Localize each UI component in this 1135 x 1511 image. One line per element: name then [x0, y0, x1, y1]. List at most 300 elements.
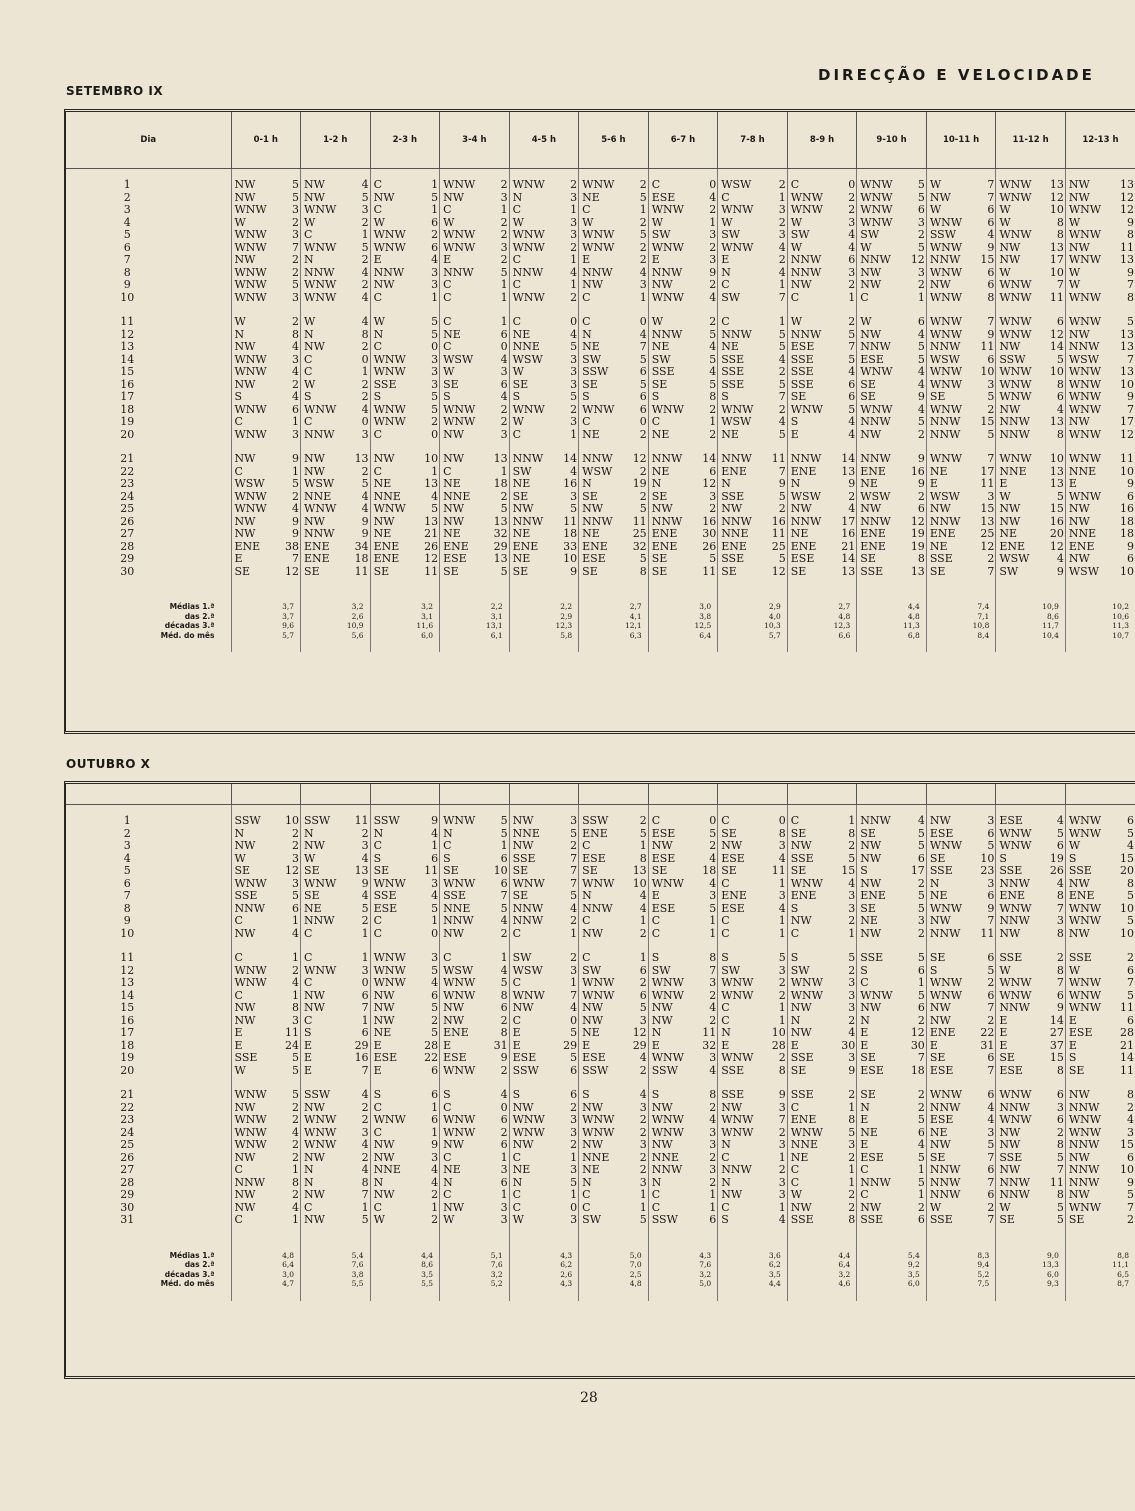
observation-cell — [440, 279, 510, 292]
wind-speed: 2 — [292, 1139, 300, 1151]
wind-direction: WNW — [443, 179, 476, 191]
observation-cell — [926, 1202, 996, 1215]
wind-speed: 6 — [987, 1052, 995, 1064]
table-row — [66, 217, 1135, 230]
wind-direction: E — [304, 1052, 313, 1064]
mean-value: 8,6 — [996, 612, 1066, 622]
wind-speed: 5 — [987, 840, 995, 852]
wind-speed: 6 — [570, 1064, 578, 1077]
observation-cell — [718, 1040, 788, 1053]
wind-direction: C — [373, 927, 382, 940]
spacer-cell — [370, 940, 440, 952]
wind-direction: NNW — [1068, 1101, 1100, 1114]
wind-speed: 4 — [361, 1164, 369, 1176]
wind-direction: ESE — [929, 827, 954, 840]
observation-cell — [718, 516, 788, 529]
wind-direction: SW — [999, 565, 1019, 578]
wind-direction: NNW — [304, 428, 335, 441]
observation-cell — [648, 354, 718, 367]
spacer-cell — [370, 640, 440, 652]
wind-direction: C — [860, 291, 869, 304]
wind-speed: 18 — [354, 553, 369, 565]
wind-speed: 3 — [570, 964, 578, 977]
observation-cell — [370, 977, 440, 990]
observation-cell — [579, 865, 649, 878]
observation-cell — [509, 840, 579, 853]
wind-speed: 4 — [292, 977, 300, 989]
wind-direction: NW — [234, 254, 256, 266]
observation-cell — [440, 977, 510, 990]
spacer-cell — [370, 578, 440, 590]
mean-value: 10,3 — [718, 621, 788, 631]
wind-direction: W — [304, 378, 316, 391]
wind-speed: 4 — [431, 977, 439, 989]
observation-cell — [301, 279, 371, 292]
wind-speed: 2 — [848, 1189, 856, 1201]
day-number: 23 — [120, 478, 135, 490]
observation-cell — [579, 952, 649, 965]
wind-speed: 1 — [570, 279, 578, 291]
mean-value: 12,3 — [787, 621, 857, 631]
observation-cell — [996, 341, 1066, 354]
wind-direction: W — [304, 216, 316, 229]
spacer-cell — [1065, 940, 1135, 952]
wind-direction: WNW — [373, 366, 406, 378]
observation-cell — [926, 903, 996, 916]
wind-speed: 2 — [1127, 952, 1134, 964]
wind-direction: SSE — [929, 865, 953, 877]
wind-direction: S — [373, 391, 382, 403]
observation-cell — [579, 354, 649, 367]
observation-cell — [996, 503, 1066, 516]
wind-speed: 13 — [354, 453, 369, 465]
means-row — [66, 612, 1135, 622]
observation-cell — [231, 204, 301, 217]
wind-speed: 8 — [1127, 291, 1134, 304]
observation-cell — [370, 491, 440, 504]
observation-cell — [579, 1065, 649, 1078]
wind-direction: C — [373, 1101, 382, 1114]
wind-speed: 5 — [987, 391, 995, 403]
observation-cell — [926, 1027, 996, 1040]
spacer-cell — [1065, 441, 1135, 453]
wind-speed: 5 — [917, 191, 925, 204]
wind-speed: 26 — [424, 540, 439, 553]
observation-cell — [1065, 279, 1135, 292]
wind-direction: WNW — [860, 366, 893, 378]
mean-value: 3,0 — [231, 1270, 301, 1280]
mean-value: 3,7 — [231, 602, 301, 612]
wind-direction: C — [443, 1151, 452, 1164]
wind-speed: 5 — [500, 565, 508, 578]
wind-speed: 23 — [980, 865, 995, 877]
wind-speed: 1 — [570, 428, 578, 441]
wind-speed: 16 — [910, 465, 925, 478]
observation-cell — [857, 1002, 927, 1015]
wind-speed: 4 — [431, 490, 439, 503]
wind-speed: 15 — [1049, 503, 1064, 515]
observation-cell — [440, 329, 510, 342]
observation-cell — [857, 1164, 927, 1177]
wind-direction: WNW — [234, 1139, 267, 1151]
wind-direction: NW — [304, 465, 325, 478]
observation-cell — [301, 179, 371, 192]
observation-cell — [926, 516, 996, 529]
spacer-cell — [231, 1077, 301, 1089]
wind-speed: 13 — [424, 515, 439, 528]
observation-cell — [996, 878, 1066, 891]
wind-direction: N — [443, 1176, 453, 1189]
wind-direction: NNW — [860, 254, 891, 266]
wind-speed: 4 — [361, 403, 369, 416]
spacer-cell — [579, 1077, 649, 1089]
wind-direction: WNW — [443, 1114, 476, 1126]
wind-direction: SSE — [860, 565, 884, 578]
mean-value: 3,5 — [370, 1270, 440, 1280]
wind-speed: 38 — [285, 540, 300, 553]
observation-cell — [857, 952, 927, 965]
wind-direction: WNW — [860, 191, 893, 204]
wind-speed: 2 — [361, 341, 369, 353]
day-number: 30 — [120, 1201, 135, 1214]
spacer-row — [66, 640, 1135, 652]
wind-direction: NW — [1068, 1189, 1090, 1201]
wind-direction: E — [234, 1039, 243, 1052]
wind-direction: C — [373, 428, 382, 441]
observation-cell — [857, 541, 927, 554]
observation-cell — [301, 1052, 371, 1065]
wind-speed: 1 — [570, 1151, 578, 1164]
wind-speed: 17 — [910, 865, 925, 877]
wind-direction: S — [582, 1089, 590, 1101]
wind-speed: 5 — [292, 279, 300, 291]
observation-cell — [301, 566, 371, 579]
wind-speed: 6 — [1127, 1014, 1134, 1027]
wind-speed: 3 — [570, 229, 578, 241]
observation-cell — [926, 1164, 996, 1177]
wind-direction: NW — [234, 1189, 256, 1201]
wind-direction: C — [582, 915, 591, 927]
observation-cell — [787, 1127, 857, 1140]
wind-direction: SW — [582, 353, 601, 366]
wind-direction: WNW — [443, 989, 476, 1002]
observation-cell — [857, 553, 927, 566]
wind-direction: NW — [373, 191, 395, 204]
wind-speed: 5 — [778, 428, 786, 441]
observation-cell — [996, 1127, 1066, 1140]
observation-cell — [231, 828, 301, 841]
observation-cell — [787, 1152, 857, 1165]
observation-cell — [579, 1102, 649, 1115]
wind-speed: 7 — [987, 1214, 995, 1226]
wind-speed: 3 — [848, 216, 856, 229]
wind-speed: 7 — [292, 553, 300, 565]
wind-speed: 3 — [361, 204, 369, 216]
wind-speed: 29 — [354, 1039, 369, 1052]
wind-speed: 18 — [1120, 515, 1134, 528]
means-label: Méd. do mês — [160, 630, 215, 640]
spacer-cell — [579, 1289, 649, 1301]
spacer-cell — [787, 441, 857, 453]
wind-direction: WNW — [790, 989, 823, 1002]
observation-cell — [301, 878, 371, 891]
wind-direction: S — [721, 391, 729, 403]
wind-speed: 4 — [431, 1164, 439, 1176]
observation-cell — [648, 279, 718, 292]
observation-cell — [787, 928, 857, 941]
wind-speed: 4 — [361, 503, 369, 515]
observation-cell — [579, 928, 649, 941]
observation-cell — [440, 952, 510, 965]
wind-speed: 13 — [1049, 465, 1064, 478]
observation-cell — [787, 853, 857, 866]
observation-cell — [301, 541, 371, 554]
observation-cell — [648, 977, 718, 990]
wind-speed: 17 — [841, 515, 856, 528]
observation-cell — [857, 1065, 927, 1078]
wind-direction: NW — [443, 503, 465, 515]
observation-cell — [648, 541, 718, 554]
wind-speed: 3 — [709, 1139, 717, 1151]
wind-direction: N — [234, 827, 245, 840]
wind-direction: N — [582, 328, 592, 341]
spacer-cell — [579, 640, 649, 652]
wind-direction: C — [721, 1151, 730, 1164]
observation-cell — [648, 1015, 718, 1028]
wind-speed: 31 — [493, 1039, 508, 1052]
wind-direction: NE — [721, 341, 739, 353]
observation-cell — [996, 192, 1066, 205]
wind-speed: 5 — [917, 179, 925, 191]
wind-speed: 4 — [709, 1114, 717, 1126]
observation-cell — [926, 503, 996, 516]
observation-cell — [301, 828, 371, 841]
wind-direction: WNW — [304, 1139, 337, 1151]
wind-speed: 5 — [848, 852, 856, 865]
wind-speed: 3 — [570, 490, 578, 503]
wind-direction: NW — [373, 1151, 395, 1164]
observation-cell — [648, 878, 718, 891]
wind-speed: 2 — [292, 1151, 300, 1164]
wind-speed: 8 — [709, 1089, 717, 1101]
wind-speed: 5 — [1056, 1201, 1064, 1214]
observation-cell — [370, 878, 440, 891]
wind-direction: C — [721, 279, 730, 291]
wind-speed: 4 — [431, 827, 439, 840]
wind-direction: NE — [929, 540, 948, 553]
observation-cell — [579, 316, 649, 329]
mean-value: 4,1 — [579, 612, 649, 622]
wind-speed: 2 — [500, 254, 508, 266]
wind-direction: NNE — [443, 902, 471, 915]
observation-cell — [996, 865, 1066, 878]
wind-speed: 1 — [500, 1151, 508, 1164]
spacer-cell — [66, 805, 231, 816]
observation-cell — [648, 192, 718, 205]
wind-speed: 4 — [500, 353, 508, 366]
wind-speed: 1 — [709, 915, 717, 927]
wind-speed: 19 — [632, 478, 647, 490]
wind-speed: 10 — [1049, 453, 1064, 465]
wind-speed: 1 — [778, 191, 786, 204]
wind-speed: 1 — [917, 291, 925, 304]
wind-direction: SSE — [790, 1089, 814, 1101]
observation-cell — [926, 1102, 996, 1115]
wind-direction: S — [790, 902, 799, 915]
day-number: 28 — [120, 540, 135, 553]
table-row — [66, 965, 1135, 978]
wind-direction: SE — [721, 827, 737, 840]
wind-direction: NW — [929, 1014, 951, 1027]
observation-cell — [926, 366, 996, 379]
wind-direction: WNW — [443, 1064, 476, 1077]
spacer-cell — [440, 590, 510, 602]
wind-direction: NNW — [1068, 341, 1100, 353]
observation-cell — [857, 1189, 927, 1202]
page-number: 28 — [580, 1390, 598, 1406]
observation-cell — [1065, 416, 1135, 429]
table-row — [66, 541, 1135, 554]
wind-speed: 4 — [709, 366, 717, 378]
observation-cell — [996, 1027, 1066, 1040]
observation-cell — [857, 1114, 927, 1127]
wind-speed: 6 — [292, 902, 300, 915]
wind-direction: NW — [234, 840, 256, 852]
mean-value: 6,0 — [370, 631, 440, 641]
wind-speed: 5 — [570, 341, 578, 353]
observation-cell — [509, 1040, 579, 1053]
wind-direction: C — [860, 1189, 869, 1201]
wind-direction: S — [443, 1089, 451, 1101]
wind-speed: 4 — [917, 815, 925, 827]
wind-direction: SE — [512, 865, 529, 877]
wind-speed: 5 — [639, 503, 647, 515]
wind-speed: 3 — [431, 366, 439, 378]
observation-cell — [231, 466, 301, 479]
wind-speed: 8 — [1056, 216, 1064, 229]
table-row — [66, 1015, 1135, 1028]
spacer-cell — [787, 578, 857, 590]
wind-speed: 5 — [848, 403, 856, 416]
wind-direction: NW — [790, 1027, 812, 1039]
observation-cell — [509, 466, 579, 479]
wind-direction: C — [304, 1201, 313, 1214]
wind-direction: ENE — [373, 540, 400, 553]
wind-speed: 2 — [639, 977, 647, 989]
wind-speed: 6 — [1127, 815, 1134, 827]
spacer-cell — [509, 940, 579, 952]
observation-cell — [718, 466, 788, 479]
observation-cell — [787, 1052, 857, 1065]
spacer-cell — [231, 640, 301, 652]
wind-speed: 3 — [639, 1101, 647, 1114]
day-number: 3 — [123, 840, 131, 852]
wind-direction: NNW — [999, 877, 1030, 890]
observation-cell — [648, 316, 718, 329]
observation-cell — [996, 915, 1066, 928]
wind-direction: WNW — [721, 977, 754, 989]
wind-speed: 9 — [361, 515, 369, 528]
observation-cell — [509, 890, 579, 903]
table-row — [66, 503, 1135, 516]
wind-direction: N — [304, 254, 314, 266]
spacer-cell — [66, 304, 231, 316]
table-row — [66, 341, 1135, 354]
wind-speed: 8 — [1056, 1189, 1064, 1201]
wind-speed: 4 — [709, 341, 717, 353]
wind-speed: 8 — [292, 1002, 300, 1014]
observation-cell — [440, 915, 510, 928]
wind-speed: 4 — [778, 241, 786, 254]
observation-cell — [231, 416, 301, 429]
spacer-cell — [996, 169, 1066, 180]
wind-direction: SSE — [790, 366, 814, 378]
means-row — [66, 1251, 1135, 1261]
observation-cell — [718, 1189, 788, 1202]
observation-cell — [926, 928, 996, 941]
wind-direction: SSE — [721, 366, 745, 378]
wind-direction: SW — [651, 353, 671, 366]
wind-speed: 10 — [1120, 1164, 1134, 1176]
table-row — [66, 366, 1135, 379]
observation-cell — [926, 242, 996, 255]
wind-direction: W — [443, 1214, 455, 1226]
wind-speed: 13 — [354, 865, 369, 877]
observation-cell — [787, 341, 857, 354]
header-row — [66, 112, 1135, 169]
observation-cell — [231, 815, 301, 828]
spacer-cell — [301, 1289, 371, 1301]
observation-cell — [1065, 292, 1135, 305]
observation-cell — [787, 329, 857, 342]
observation-cell — [509, 404, 579, 417]
wind-direction: NNW — [929, 1189, 961, 1201]
wind-speed: 13 — [493, 453, 508, 465]
spacer-cell — [440, 1227, 510, 1239]
wind-direction: E — [512, 1039, 521, 1052]
wind-speed: 1 — [431, 1126, 439, 1139]
spacer-cell — [926, 169, 996, 180]
observation-cell — [370, 516, 440, 529]
observation-cell — [718, 491, 788, 504]
observation-cell — [718, 292, 788, 305]
observation-cell — [718, 478, 788, 491]
wind-direction: WNW — [999, 378, 1032, 391]
observation-cell — [718, 1152, 788, 1165]
observation-cell — [370, 478, 440, 491]
wind-speed: 2 — [1056, 1126, 1064, 1139]
wind-direction: NNW — [860, 416, 891, 428]
wind-direction: E — [443, 1039, 452, 1052]
wind-speed: 5 — [431, 316, 439, 328]
wind-speed: 12 — [702, 478, 717, 490]
wind-direction: WSW — [512, 964, 543, 977]
observation-cell — [579, 840, 649, 853]
wind-direction: SSE — [512, 852, 536, 865]
wind-direction: NNW — [860, 453, 891, 465]
spacer-row — [66, 805, 1135, 816]
wind-speed: 14 — [841, 453, 856, 465]
table-body — [66, 805, 1135, 1301]
spacer-cell — [509, 1077, 579, 1089]
spacer-cell — [301, 304, 371, 316]
wind-direction: WNW — [929, 328, 963, 341]
table-row — [66, 354, 1135, 367]
observation-cell — [787, 316, 857, 329]
wind-speed: 6 — [709, 1214, 717, 1226]
spacer-cell — [370, 441, 440, 453]
day-number: 30 — [120, 565, 135, 578]
